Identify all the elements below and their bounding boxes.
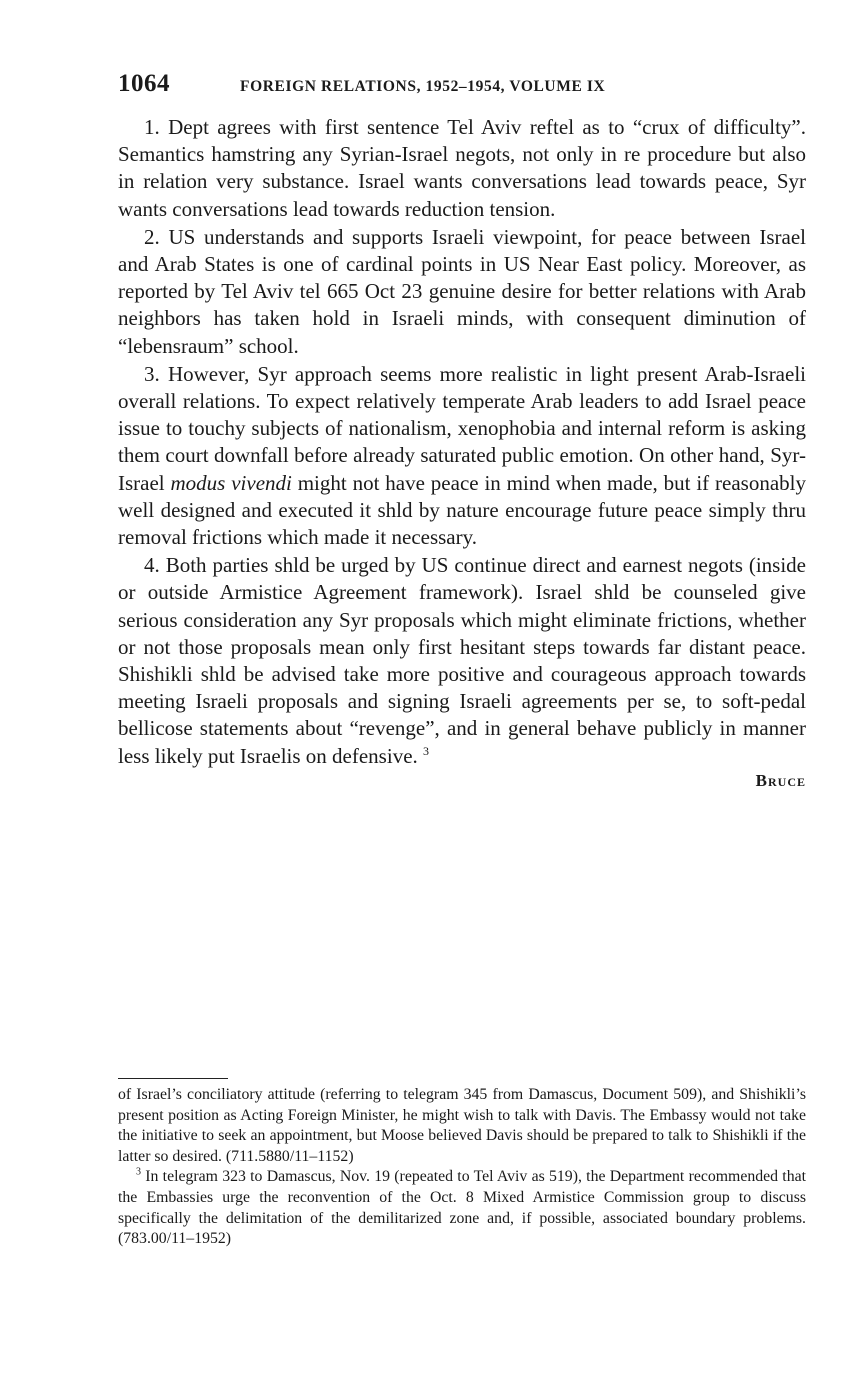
paragraph-2: 2. US understands and supports Israeli viewpoint, for peace between Israel and Arab States is one of cardinal points in US Near East policy. Moreover, as reported by Tel Aviv tel 665 Oct 23 genuine desire for better relations with Arab neighbors has taken hold in Israeli minds, with consequent diminution of “lebensraum” school. [118, 224, 806, 358]
footnotes [118, 1078, 806, 1250]
italic-phrase: modus vivendi [170, 470, 292, 495]
footnote-reference: 3 [423, 743, 430, 758]
running-head [118, 70, 806, 106]
page-number: 1064 [118, 70, 170, 97]
paragraph-3-text-before: 3. However, Syr approach seems more realistic in light present Arab-Israeli overall relations. To expect relatively temperate Arab leaders to add Israel peace issue to touchy subjects of nationalism, xenophobia and internal reform is asking them court downfall before already saturated public emotion. On other hand, Syr-Israel [118, 361, 806, 495]
signature: Bruce [755, 770, 806, 790]
body-text [118, 114, 806, 791]
footnote-continued: of Israel’s conciliatory attitude (referring to telegram 345 from Damascus, Document 509), and Shishikli’s present position as Acting Foreign Minister, he might wish to talk with Davis. The Embassy would not take the initiative to seek an appointment, but Moose believed Davis should be prepared to talk to Shishikli if the latter so desired. (711.5880/11–1152) [118, 1086, 806, 1165]
footnote-3 [118, 1167, 806, 1249]
footnote-divider [118, 1078, 228, 1079]
footnote-3-marker: 3 [136, 1167, 141, 1179]
paragraph-3 [118, 361, 806, 551]
document-page [118, 70, 806, 791]
running-title: FOREIGN RELATIONS, 1952–1954, VOLUME IX [240, 78, 606, 95]
paragraph-4-text: 4. Both parties shld be urged by US continue direct and earnest negots (inside or outside Armistice Agreement framework). Israel shld be counseled give serious consideration any Syr proposals which might eliminate frictions, whether or not those proposals mean only first hesitant steps towards far distant peace. Shishikli shld be advised take more positive and courageous approach towards meeting Israeli proposals and signing Israeli agreements per se, to soft-pedal bellicose statements about “revenge”, and in general behave publicly in manner less likely put Israelis on defensive. [118, 553, 806, 768]
paragraph-1: 1. Dept agrees with first sentence Tel Aviv reftel as to “crux of difficulty”. Semantics hamstring any Syrian-Israel negots, not only in re procedure but also in relation very substance. Israel wants conversations lead towards peace, Syr wants conversations lead towards reduction tension. [118, 115, 806, 221]
paragraph-3-text-after: might not have peace in mind when made, but if reasonably well designed and executed it shld by nature encourage future peace simply thru removal frictions which made it necessary. [118, 470, 806, 550]
paragraph-4 [118, 552, 806, 770]
footnote-3-text: In telegram 323 to Damascus, Nov. 19 (repeated to Tel Aviv as 519), the Department recommended that the Embassies urge the reconvention of the Oct. 8 Mixed Armistice Commission group to discuss specifically the delimitation of the demilitarized zone and, if possible, associated boundary problems. (783.00/11–1952) [118, 1168, 806, 1248]
